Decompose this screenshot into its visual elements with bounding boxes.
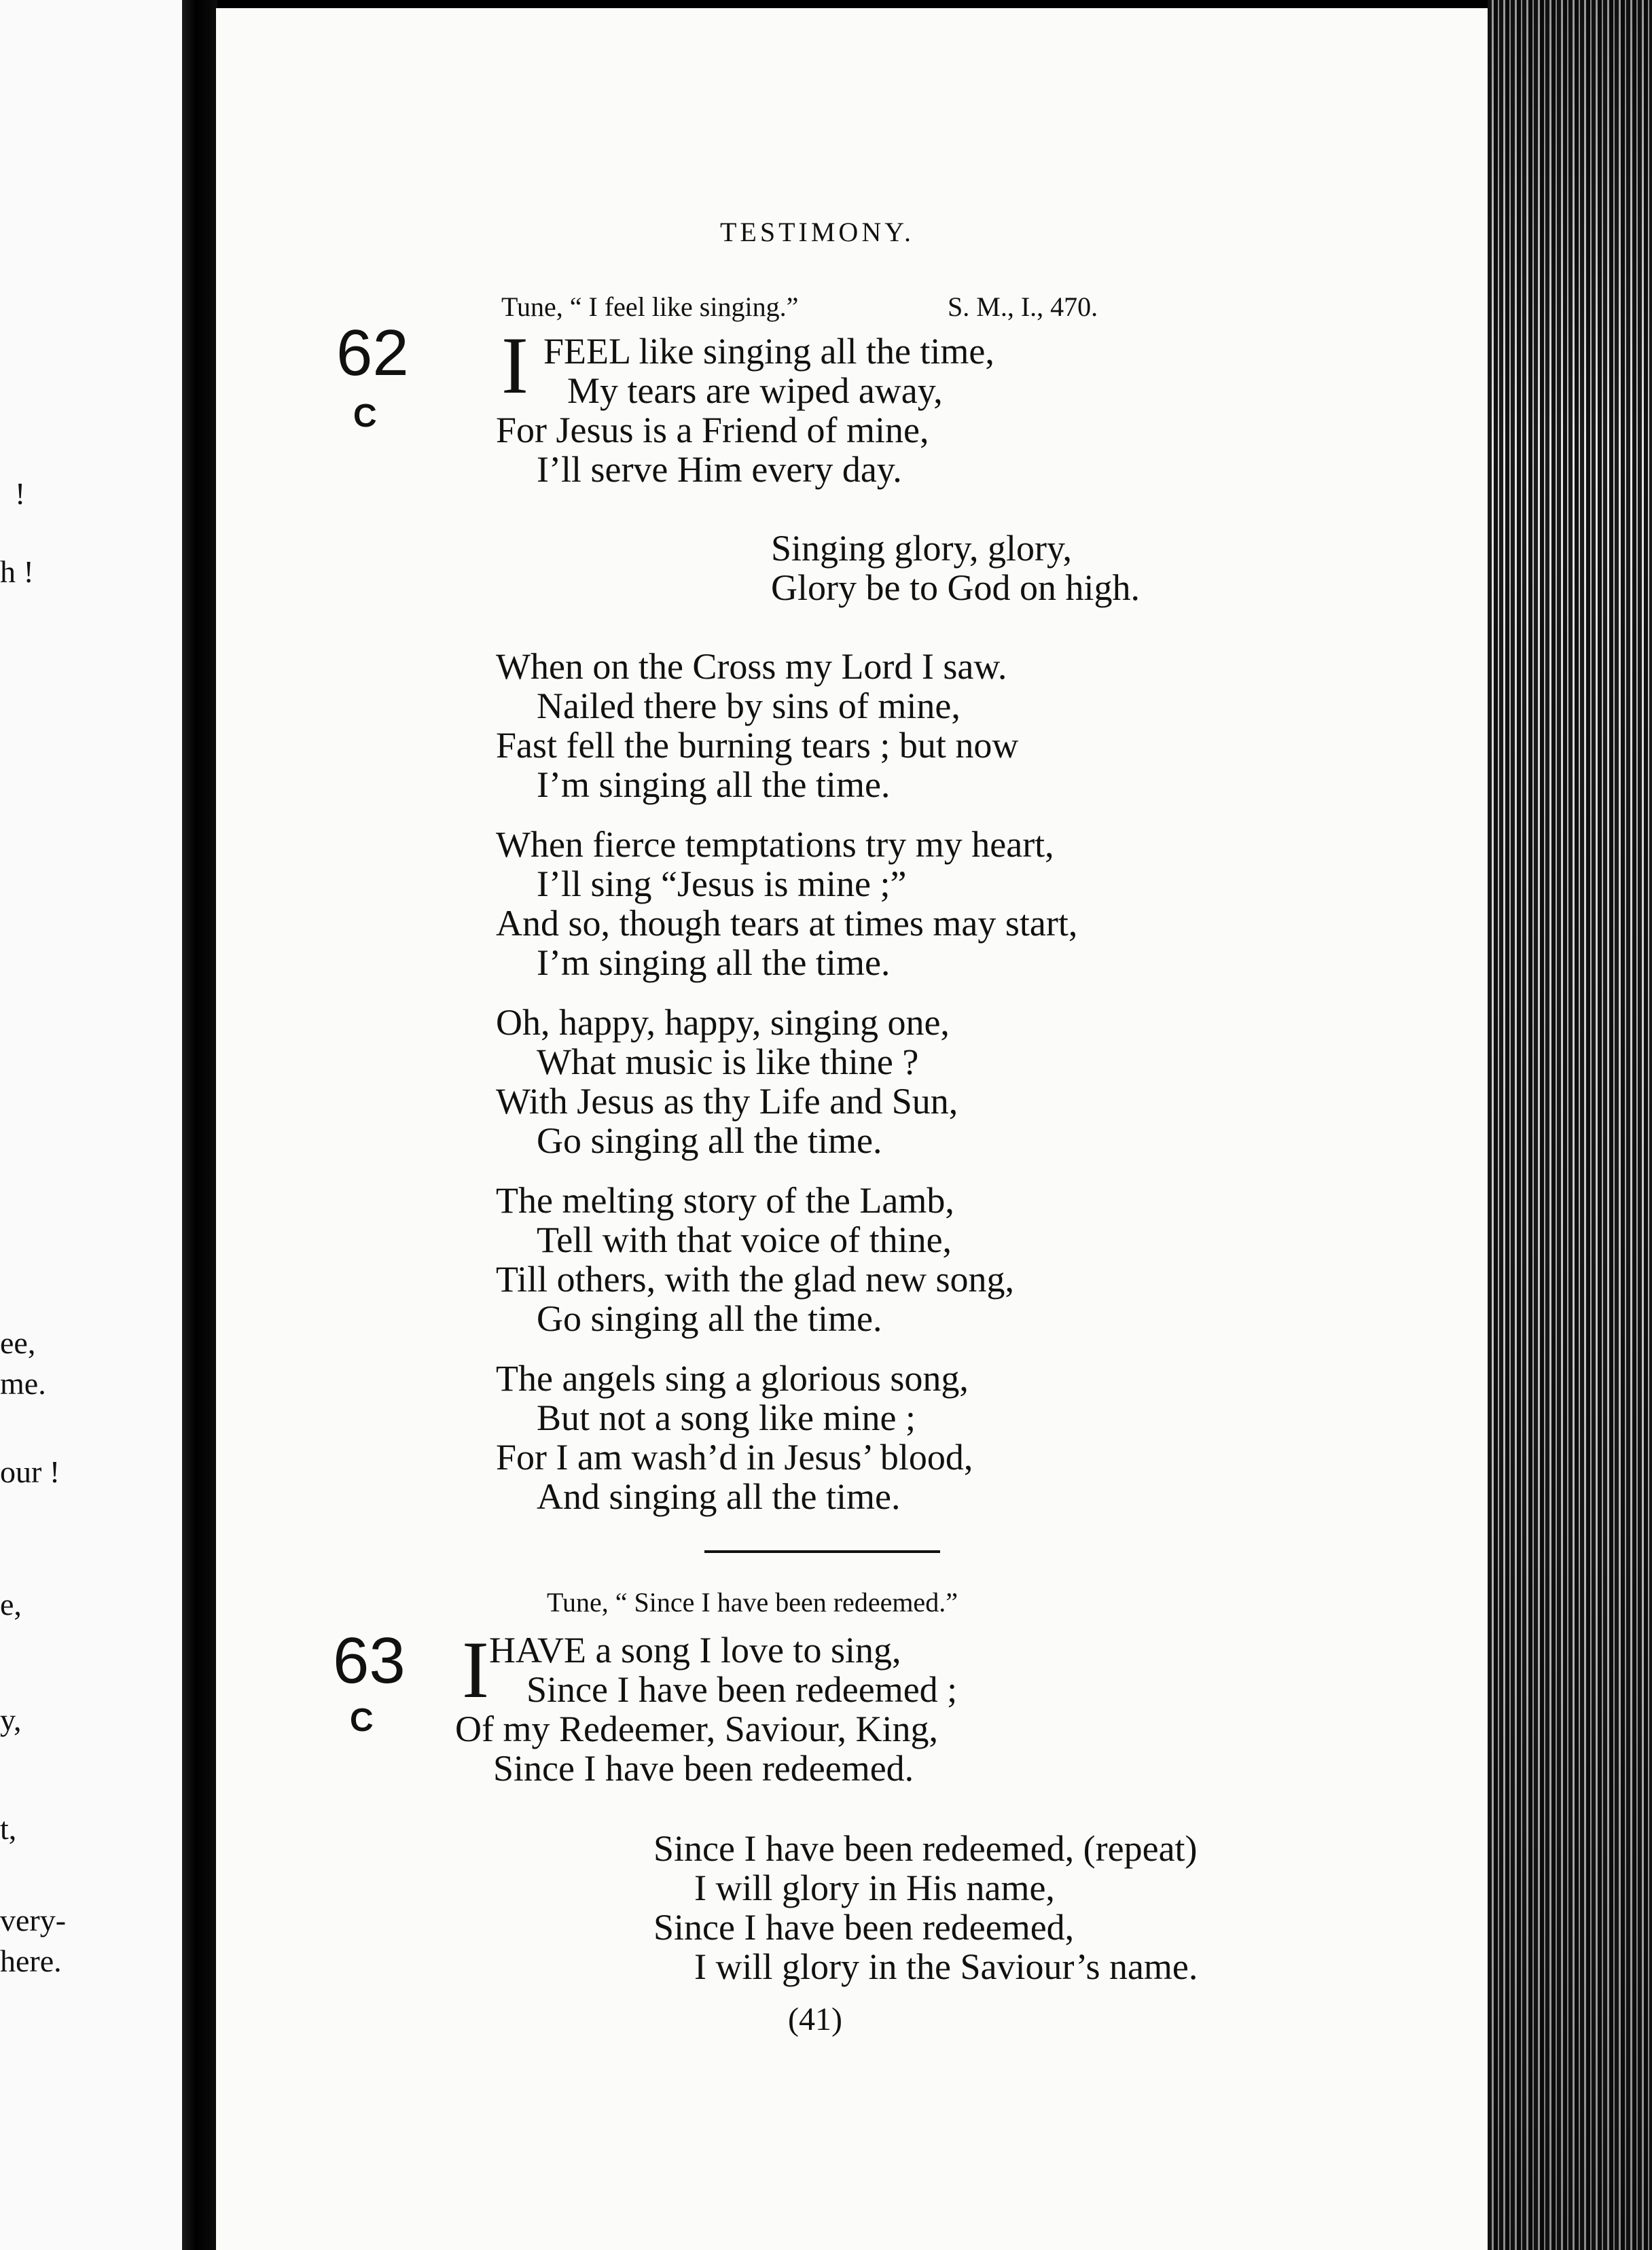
verse-line: For I am wash’d in Jesus’ blood, <box>496 1437 973 1478</box>
section-divider <box>704 1550 940 1553</box>
chorus-line: Since I have been redeemed, (repeat) <box>653 1828 1198 1869</box>
verse-line: For Jesus is a Friend of mine, <box>496 410 929 450</box>
section-header: TESTIMONY. <box>720 217 914 247</box>
hymn-key: C <box>353 398 377 434</box>
hymn-number: 62 <box>336 317 409 389</box>
verse-line: Nailed there by sins of mine, <box>537 685 960 726</box>
left-text-fragment: here. <box>0 1944 62 1978</box>
left-text-fragment: y, <box>0 1702 22 1737</box>
tune-line: Tune, “ I feel like singing.” <box>501 291 799 322</box>
left-text-fragment: h ! <box>0 554 34 589</box>
verse-line: And so, though tears at times may start, <box>496 903 1078 944</box>
verse-line: My tears are wiped away, <box>567 370 943 411</box>
drop-cap: I <box>462 1624 489 1715</box>
book-gutter <box>182 0 217 2250</box>
verse-line: FEEL like singing all the time, <box>543 331 994 372</box>
verse-line: I’ll sing “Jesus is mine ;” <box>537 863 907 904</box>
left-text-fragment: ! <box>15 476 26 511</box>
verse-line: Tell with that voice of thine, <box>537 1219 952 1260</box>
verse-line: When on the Cross my Lord I saw. <box>496 646 1007 687</box>
verse-line: The angels sing a glorious song, <box>496 1358 969 1399</box>
verse-line: Go singing all the time. <box>537 1298 882 1339</box>
chorus-line: I will glory in His name, <box>694 1868 1055 1908</box>
verse-line: With Jesus as thy Life and Sun, <box>496 1081 958 1122</box>
verse-line: The melting story of the Lamb, <box>496 1180 954 1221</box>
tune-line: Tune, “ Since I have been redeemed.” <box>547 1587 958 1618</box>
chorus-line: Since I have been redeemed, <box>653 1907 1075 1948</box>
left-text-fragment: e, <box>0 1587 22 1622</box>
drop-cap: I <box>501 320 528 410</box>
verse-line: Since I have been redeemed ; <box>526 1669 958 1710</box>
verse-line: Oh, happy, happy, singing one, <box>496 1002 950 1043</box>
left-text-fragment: our ! <box>0 1454 60 1489</box>
verse-line: But not a song like mine ; <box>537 1397 916 1438</box>
left-text-fragment: t, <box>0 1811 17 1846</box>
left-text-fragment: me. <box>0 1366 46 1401</box>
left-page-fragment <box>0 0 197 2250</box>
verse-line: When fierce temptations try my heart, <box>496 824 1054 865</box>
verse-line: HAVE a song I love to sing, <box>489 1630 901 1671</box>
verse-line: And singing all the time. <box>537 1476 901 1517</box>
hymn-key: C <box>350 1702 374 1738</box>
left-text-fragment: very- <box>0 1903 67 1938</box>
verse-line: I’ll serve Him every day. <box>537 449 902 490</box>
page-number: (41) <box>788 2001 842 2037</box>
left-text-fragment: ee, <box>0 1325 36 1360</box>
chorus-line: Glory be to God on high. <box>771 567 1140 608</box>
verse-line: Of my Redeemer, Saviour, King, <box>455 1709 939 1749</box>
hymn-number: 63 <box>333 1624 406 1697</box>
verse-line: I’m singing all the time. <box>537 942 891 983</box>
verse-line: Fast fell the burning tears ; but now <box>496 725 1019 766</box>
verse-line: What music is like thine ? <box>537 1041 919 1082</box>
page-edges-shadow <box>1488 0 1652 2250</box>
verse-line: Till others, with the glad new song, <box>496 1259 1014 1300</box>
verse-line: I’m singing all the time. <box>537 764 891 805</box>
verse-line: Go singing all the time. <box>537 1120 882 1161</box>
verse-line: Since I have been redeemed. <box>493 1748 914 1789</box>
chorus-line: I will glory in the Saviour’s name. <box>694 1946 1198 1987</box>
chorus-line: Singing glory, glory, <box>771 528 1072 569</box>
meter-reference: S. M., I., 470. <box>948 291 1098 322</box>
